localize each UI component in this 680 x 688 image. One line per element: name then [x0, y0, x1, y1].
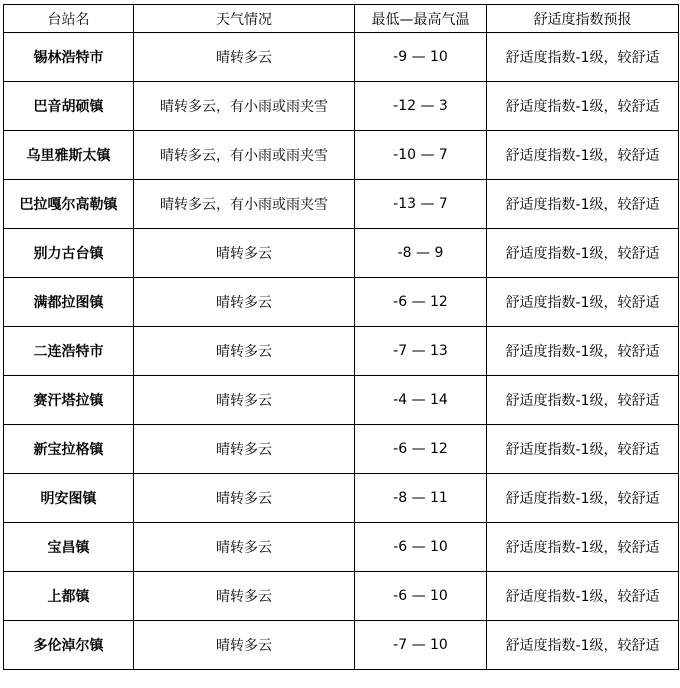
weather-cell: 晴转多云 [134, 425, 355, 474]
header-station: 台站名 [4, 5, 134, 33]
station-name-cell: 锡林浩特市 [4, 33, 134, 82]
forecast-table [3, 4, 679, 670]
weather-cell: 晴转多云 [134, 621, 355, 670]
station-name-cell: 赛汗塔拉镇 [4, 376, 134, 425]
temperature-range-cell: -7 — 10 [355, 621, 487, 670]
station-name-cell: 满都拉图镇 [4, 278, 134, 327]
weather-cell: 晴转多云 [134, 327, 355, 376]
temperature-range-cell: -12 — 3 [355, 82, 487, 131]
temperature-range-cell: -6 — 12 [355, 425, 487, 474]
comfort-index-cell: 舒适度指数-1级，较舒适 [487, 376, 679, 425]
station-name-cell: 二连浩特市 [4, 327, 134, 376]
table-row [4, 572, 679, 621]
weather-cell: 晴转多云 [134, 572, 355, 621]
weather-cell: 晴转多云 [134, 474, 355, 523]
table-row [4, 82, 679, 131]
table-body [4, 33, 679, 670]
weather-cell: 晴转多云 [134, 229, 355, 278]
temperature-range-cell: -6 — 12 [355, 278, 487, 327]
comfort-index-cell: 舒适度指数-1级，较舒适 [487, 425, 679, 474]
weather-cell: 晴转多云，有小雨或雨夹雪 [134, 131, 355, 180]
comfort-index-cell: 舒适度指数-1级，较舒适 [487, 33, 679, 82]
header-temperature: 最低—最高气温 [355, 5, 487, 33]
table-row [4, 425, 679, 474]
comfort-index-cell: 舒适度指数-1级，较舒适 [487, 278, 679, 327]
header-comfort: 舒适度指数预报 [487, 5, 679, 33]
table-row [4, 621, 679, 670]
station-name-cell: 乌里雅斯太镇 [4, 131, 134, 180]
comfort-index-cell: 舒适度指数-1级，较舒适 [487, 131, 679, 180]
comfort-index-cell: 舒适度指数-1级，较舒适 [487, 327, 679, 376]
header-weather: 天气情况 [134, 5, 355, 33]
comfort-index-cell: 舒适度指数-1级，较舒适 [487, 82, 679, 131]
temperature-range-cell: -13 — 7 [355, 180, 487, 229]
temperature-range-cell: -4 — 14 [355, 376, 487, 425]
comfort-index-cell: 舒适度指数-1级，较舒适 [487, 572, 679, 621]
station-name-cell: 巴拉嘎尔高勒镇 [4, 180, 134, 229]
station-name-cell: 巴音胡硕镇 [4, 82, 134, 131]
station-name-cell: 新宝拉格镇 [4, 425, 134, 474]
table-row [4, 229, 679, 278]
temperature-range-cell: -7 — 13 [355, 327, 487, 376]
weather-cell: 晴转多云，有小雨或雨夹雪 [134, 180, 355, 229]
table-row [4, 131, 679, 180]
comfort-index-cell: 舒适度指数-1级，较舒适 [487, 229, 679, 278]
comfort-index-cell: 舒适度指数-1级，较舒适 [487, 621, 679, 670]
weather-cell: 晴转多云 [134, 278, 355, 327]
table-header-row [4, 5, 679, 33]
table-row [4, 523, 679, 572]
table-row [4, 33, 679, 82]
temperature-range-cell: -10 — 7 [355, 131, 487, 180]
station-name-cell: 明安图镇 [4, 474, 134, 523]
station-name-cell: 宝昌镇 [4, 523, 134, 572]
table-row [4, 376, 679, 425]
table-row [4, 474, 679, 523]
weather-cell: 晴转多云 [134, 523, 355, 572]
table-row [4, 327, 679, 376]
temperature-range-cell: -6 — 10 [355, 523, 487, 572]
table-row [4, 278, 679, 327]
table-row [4, 180, 679, 229]
station-name-cell: 上都镇 [4, 572, 134, 621]
comfort-index-cell: 舒适度指数-1级，较舒适 [487, 180, 679, 229]
comfort-index-cell: 舒适度指数-1级，较舒适 [487, 523, 679, 572]
weather-cell: 晴转多云，有小雨或雨夹雪 [134, 82, 355, 131]
comfort-index-cell: 舒适度指数-1级，较舒适 [487, 474, 679, 523]
temperature-range-cell: -9 — 10 [355, 33, 487, 82]
temperature-range-cell: -8 — 9 [355, 229, 487, 278]
temperature-range-cell: -8 — 11 [355, 474, 487, 523]
temperature-range-cell: -6 — 10 [355, 572, 487, 621]
weather-cell: 晴转多云 [134, 33, 355, 82]
station-name-cell: 别力古台镇 [4, 229, 134, 278]
station-name-cell: 多伦淖尔镇 [4, 621, 134, 670]
weather-cell: 晴转多云 [134, 376, 355, 425]
